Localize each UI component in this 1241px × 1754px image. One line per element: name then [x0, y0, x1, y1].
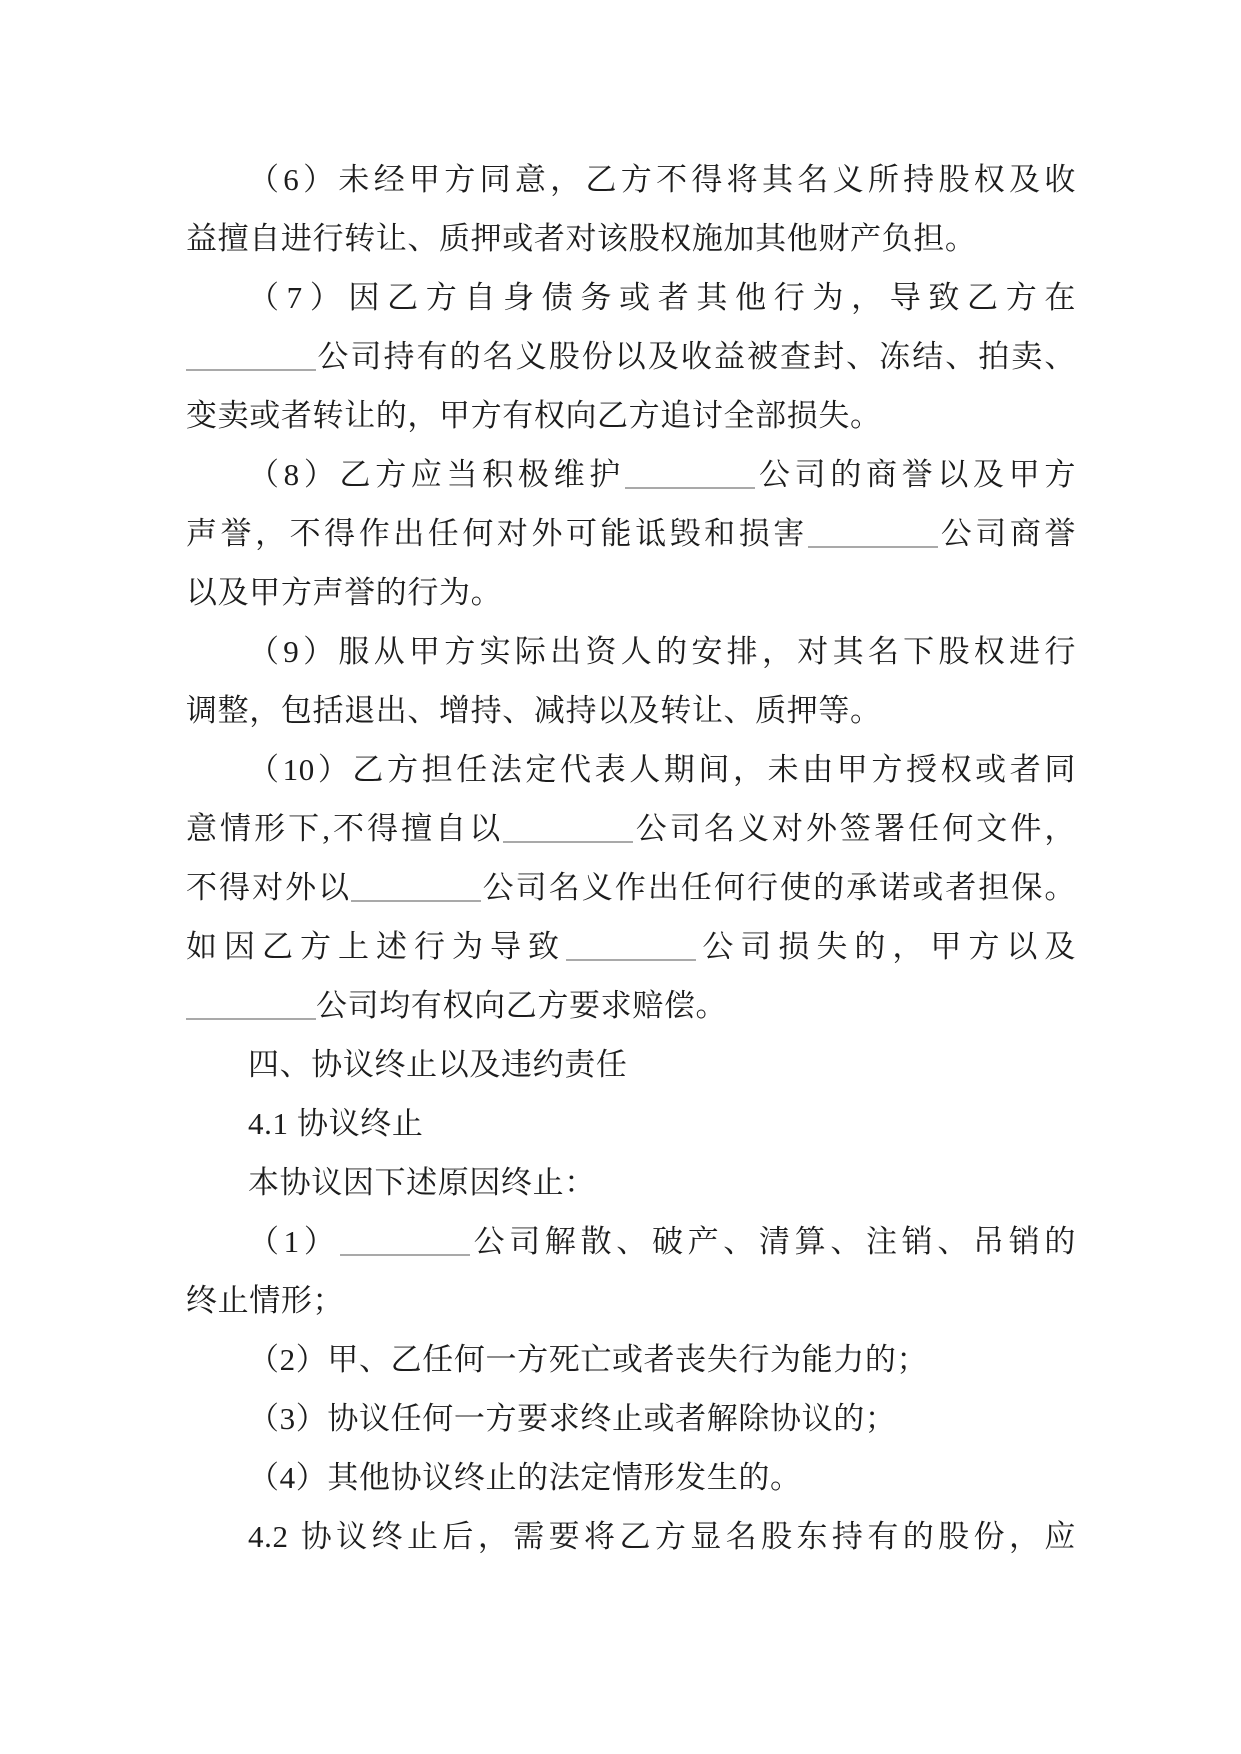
text-run: 4.2 协议终止后，需要将乙方显名股东持有的股份，应: [248, 1519, 1076, 1554]
document-line: [186, 622, 1076, 681]
text-run: （2）甲、乙任何一方死亡或者丧失行为能力的；: [248, 1342, 929, 1377]
text-run: 公司均有权向乙方要求赔偿。: [316, 988, 728, 1023]
text-run: 以及甲方声誉的行为。: [186, 575, 503, 610]
document-line: [186, 1212, 1076, 1271]
document-line: [186, 1448, 1076, 1507]
text-run: 公司解散、破产、清算、注销、吊销的: [469, 1224, 1076, 1259]
text-run: （9）服从甲方实际出资人的安排，对其名下股权进行: [248, 634, 1076, 669]
text-run: 公司商誉: [937, 516, 1076, 551]
document-line: [186, 976, 1076, 1035]
document-line: [186, 1330, 1076, 1389]
document-line: [186, 386, 1076, 445]
text-run: 如因乙方上述行为导致: [186, 929, 566, 964]
document-line: [186, 681, 1076, 740]
document-line: [186, 504, 1076, 563]
text-run: 声誉，不得作出任何对外可能诋毁和损害: [186, 516, 808, 551]
blank-underline: [186, 341, 316, 371]
blank-underline: [351, 872, 481, 902]
blank-underline: [340, 1226, 470, 1256]
text-run: 意情形下,不得擅自以: [186, 811, 504, 846]
blank-underline: [808, 518, 938, 548]
text-run: （7）因乙方自身债务或者其他行为，导致乙方在: [248, 280, 1076, 315]
document-line: [186, 563, 1076, 622]
text-run: 四、协议终止以及违约责任: [248, 1047, 628, 1082]
blank-underline: [186, 990, 316, 1020]
text-run: 益擅自进行转让、质押或者对该股权施加其他财产负担。: [186, 221, 977, 256]
document-line: [186, 1035, 1076, 1094]
document-line: [186, 1153, 1076, 1212]
document-body: [186, 150, 1076, 1566]
document-line: [186, 445, 1076, 504]
text-run: （4）其他协议终止的法定情形发生的。: [248, 1460, 802, 1495]
document-line: [186, 917, 1076, 976]
text-run: （8）乙方应当积极维护: [248, 457, 625, 492]
document-line: [186, 268, 1076, 327]
text-run: 公司持有的名义股份以及收益被查封、冻结、拍卖、: [316, 339, 1076, 374]
text-run: 公司名义对外签署任何文件，: [633, 811, 1076, 846]
document-line: [186, 799, 1076, 858]
text-run: 4.1 协议终止: [248, 1106, 424, 1141]
text-run: （6）未经甲方同意，乙方不得将其名义所持股权及收: [248, 162, 1076, 197]
blank-underline: [566, 931, 696, 961]
document-line: [186, 209, 1076, 268]
document-line: [186, 1389, 1076, 1448]
text-run: 本协议因下述原因终止：: [248, 1165, 596, 1200]
text-run: 不得对外以: [186, 870, 352, 905]
text-run: 公司名义作出任何行使的承诺或者担保。: [481, 870, 1076, 905]
text-run: 调整，包括退出、增持、减持以及转让、质押等。: [186, 693, 882, 728]
text-run: 变卖或者转让的，甲方有权向乙方追讨全部损失。: [186, 398, 882, 433]
document-line: [186, 1094, 1076, 1153]
document-line: [186, 858, 1076, 917]
text-run: 公司损失的，甲方以及: [696, 929, 1076, 964]
text-run: （1）: [248, 1224, 340, 1259]
document-line: [186, 327, 1076, 386]
blank-underline: [625, 459, 755, 489]
document-line: [186, 150, 1076, 209]
text-run: （10）乙方担任法定代表人期间，未由甲方授权或者同: [248, 752, 1076, 787]
blank-underline: [503, 813, 633, 843]
document-line: [186, 1507, 1076, 1566]
text-run: 终止情形；: [186, 1283, 345, 1318]
text-run: （3）协议任何一方要求终止或者解除协议的；: [248, 1401, 897, 1436]
document-line: [186, 740, 1076, 799]
text-run: 公司的商誉以及甲方: [754, 457, 1076, 492]
document-line: [186, 1271, 1076, 1330]
